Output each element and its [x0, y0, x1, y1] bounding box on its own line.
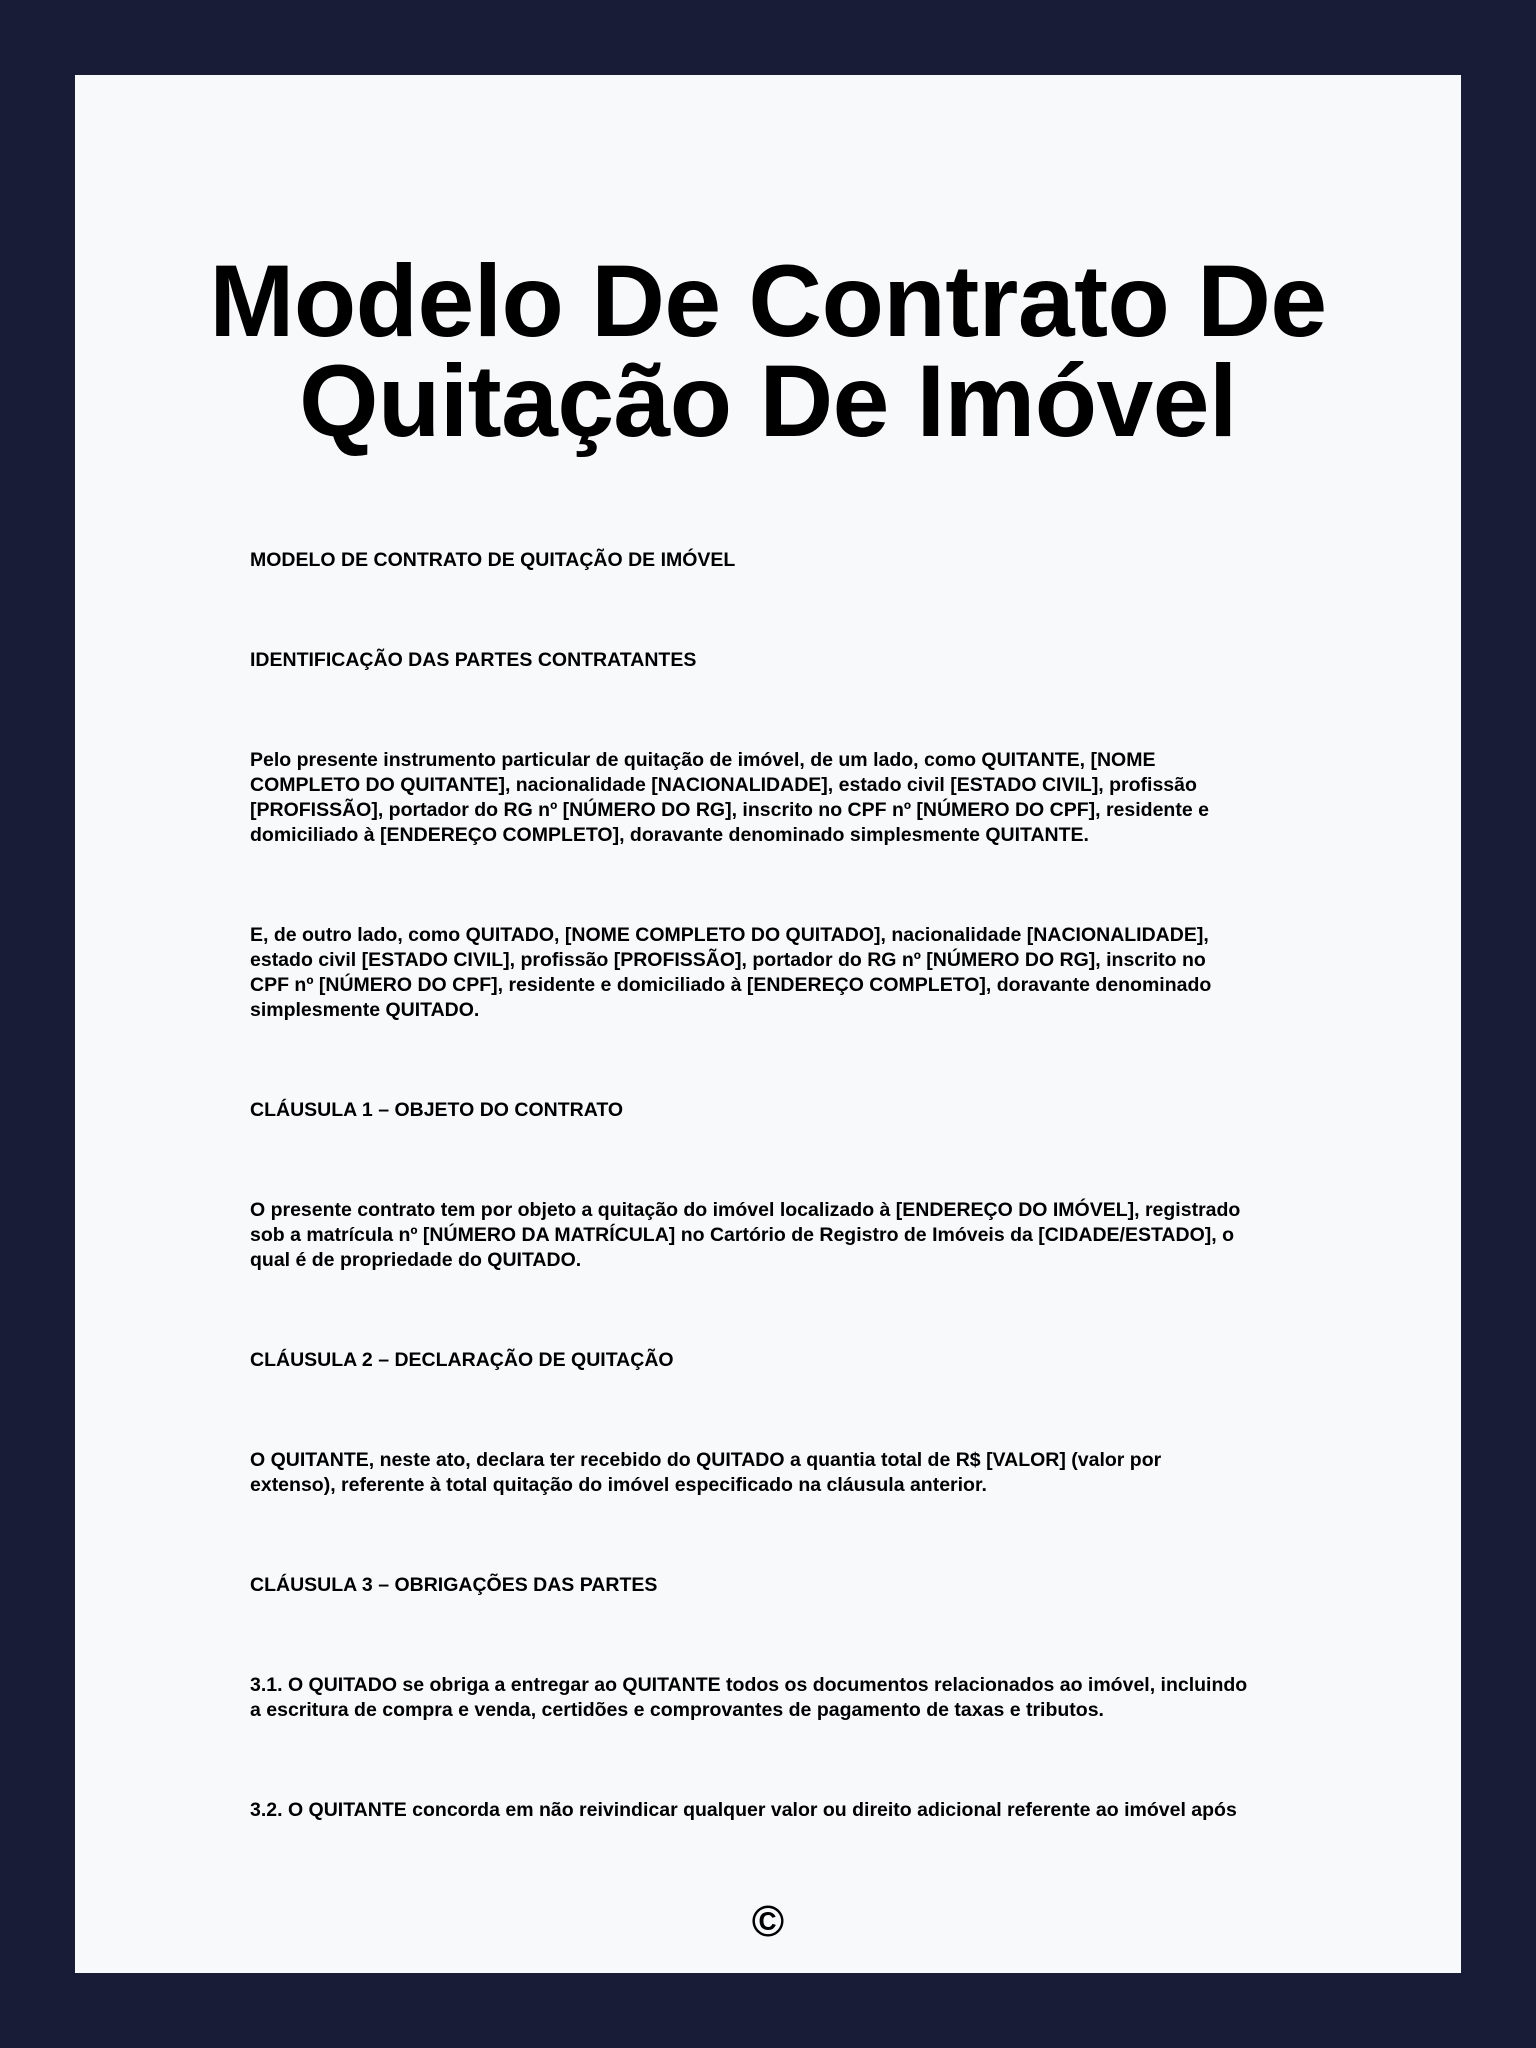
clause-1-heading: CLÁUSULA 1 – OBJETO DO CONTRATO: [250, 1099, 624, 1121]
document-title: Modelo De Contrato De Quitação De Imóvel: [209, 244, 1327, 458]
contract-heading: MODELO DE CONTRATO DE QUITAÇÃO DE IMÓVEL: [250, 549, 736, 571]
clause-3-heading: CLÁUSULA 3 – OBRIGAÇÕES DAS PARTES: [250, 1574, 658, 1596]
clause-2-heading: CLÁUSULA 2 – DECLARAÇÃO DE QUITAÇÃO: [250, 1349, 674, 1371]
document-page: [75, 75, 1461, 1973]
clause-2-text: O QUITANTE, neste ato, declara ter recebido do QUITADO a quantia total de R$ [VALOR] (valor por extenso), referente à total quitação do imóvel especificado na cláusula anterior.: [250, 1449, 1162, 1496]
document-body: [250, 548, 1290, 1823]
clause-1-text: O presente contrato tem por objeto a quitação do imóvel localizado à [ENDEREÇO DO IMÓVEL], registrado sob a matrícula nº [NÚMERO DA MATRÍCULA] no Cartório de Registro de Imóveis da [CIDADE/ESTADO], o qual é de propriedade do QUITADO.: [250, 1199, 1241, 1271]
parties-heading: IDENTIFICAÇÃO DAS PARTES CONTRATANTES: [250, 649, 697, 671]
copyright-icon: ©: [751, 1897, 785, 1946]
clause-3-2-text: 3.2. O QUITANTE concorda em não reivindicar qualquer valor ou direito adicional referente ao imóvel após: [250, 1799, 1237, 1821]
quitante-paragraph: Pelo presente instrumento particular de quitação de imóvel, de um lado, como QUITANTE, [NOME COMPLETO DO QUITANTE], nacionalidade [NACIONALIDADE], estado civil [ESTADO CIVIL], profissão [PROFISSÃO], portador do RG nº [NÚMERO DO RG], inscrito no CPF nº [NÚMERO DO CPF], residente e domiciliado à [ENDEREÇO COMPLETO], doravante denominado simplesmente QUITANTE.: [250, 749, 1209, 846]
clause-3-1-text: 3.1. O QUITADO se obriga a entregar ao QUITANTE todos os documentos relacionados ao imóvel, incluindo a escritura de compra e venda, certidões e comprovantes de pagamento de taxas e tributos.: [250, 1674, 1248, 1721]
quitado-paragraph: E, de outro lado, como QUITADO, [NOME COMPLETO DO QUITADO], nacionalidade [NACIONALIDADE], estado civil [ESTADO CIVIL], profissão [PROFISSÃO], portador do RG nº [NÚMERO DO RG], inscrito no CPF nº [NÚMERO DO CPF], residente e domiciliado à [ENDEREÇO COMPLETO], doravante denominado simplesmente QUITADO.: [250, 924, 1212, 1021]
